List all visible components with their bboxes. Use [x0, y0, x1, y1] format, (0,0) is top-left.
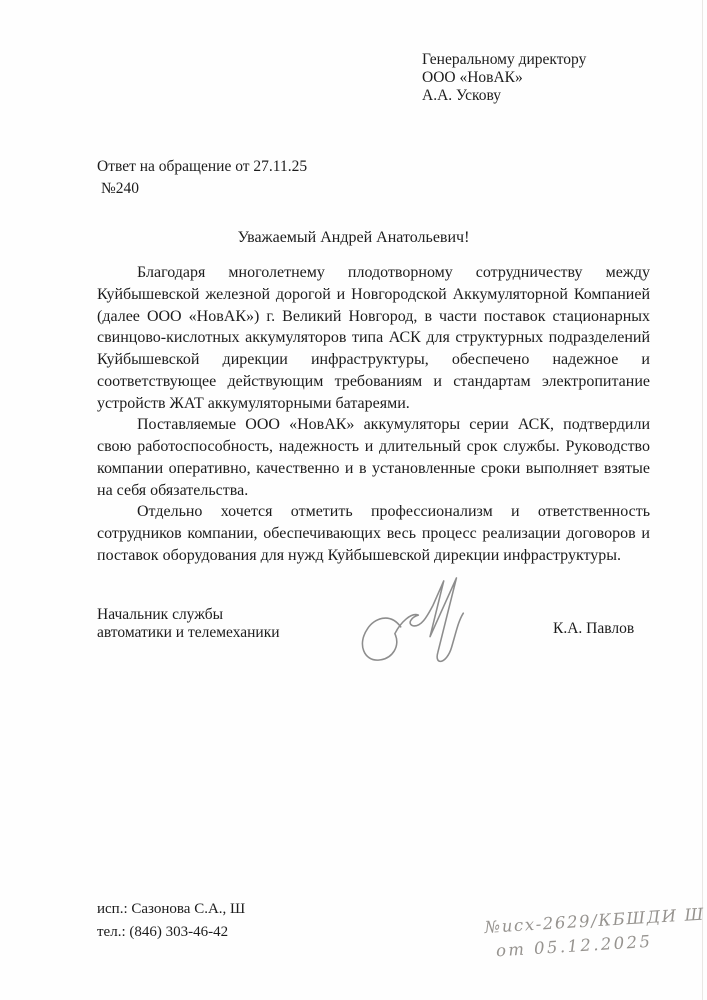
letter-body — [97, 262, 650, 567]
executor-name: исп.: Сазонова С.А., Ш — [97, 901, 246, 917]
addressee-block — [422, 51, 586, 104]
signer-name: К.А. Павлов — [553, 620, 635, 637]
reference-number: №240 — [101, 179, 140, 197]
addressee-line-company: ООО «НовАК» — [422, 68, 523, 86]
body-paragraph-2: Поставляемые ООО «НовАК» аккумуляторы серии АСК, подтвердили свою работоспособность, надежность и длительный срок службы. Руководство компании оперативно, качественно и в установленные сроки выполняет взятые на себя обязательства. — [97, 416, 650, 499]
note-outgoing-number: №исх-2629/КБШДИ Ш — [484, 904, 706, 937]
scan-edge-artifact — [702, 0, 703, 1000]
addressee-line-name: А.А. Ускову — [422, 86, 502, 104]
handwritten-registration-note — [484, 905, 707, 961]
reference-block — [97, 156, 307, 199]
signer-position-block — [97, 606, 280, 642]
executor-block — [97, 898, 245, 943]
salutation: Уважаемый Андрей Анатольевич! — [237, 229, 470, 246]
executor-phone: тел.: (846) 303-46-42 — [97, 923, 229, 940]
body-paragraph-3: Отдельно хочется отметить профессионализм и ответственность сотрудников компании, обеспечивающих весь процесс реализации договоров и поставок оборудования для нужд Куйбышевской дирекции инфраструктуры. — [97, 503, 650, 564]
signer-position-line-2: автоматики и телемеханики — [97, 624, 280, 642]
signer-position-line-1: Начальник службы — [97, 606, 224, 623]
reference-subject: Ответ на обращение от 27.11.25 — [97, 158, 308, 175]
addressee-line-position: Генеральному директору — [422, 51, 587, 68]
handwritten-signature-icon — [344, 574, 476, 668]
note-date: от 05.12.2025 — [495, 931, 653, 961]
body-paragraph-1: Благодаря многолетнему плодотворному сотрудничеству между Куйбышевской железной дорогой и Новгородской Аккумуляторной Компанией (далее ООО «НовАК») г. Великий Новгород, в части поставок стационарных свинцово-кислотных аккумуляторов типа АСК для структурных подразделений Куйбышевской дирекции инфраструктуры, обеспечено надежное и соответствующее действующим требованиям и стандартам электропитание устройств ЖАТ аккумуляторными батареями. — [97, 264, 650, 412]
